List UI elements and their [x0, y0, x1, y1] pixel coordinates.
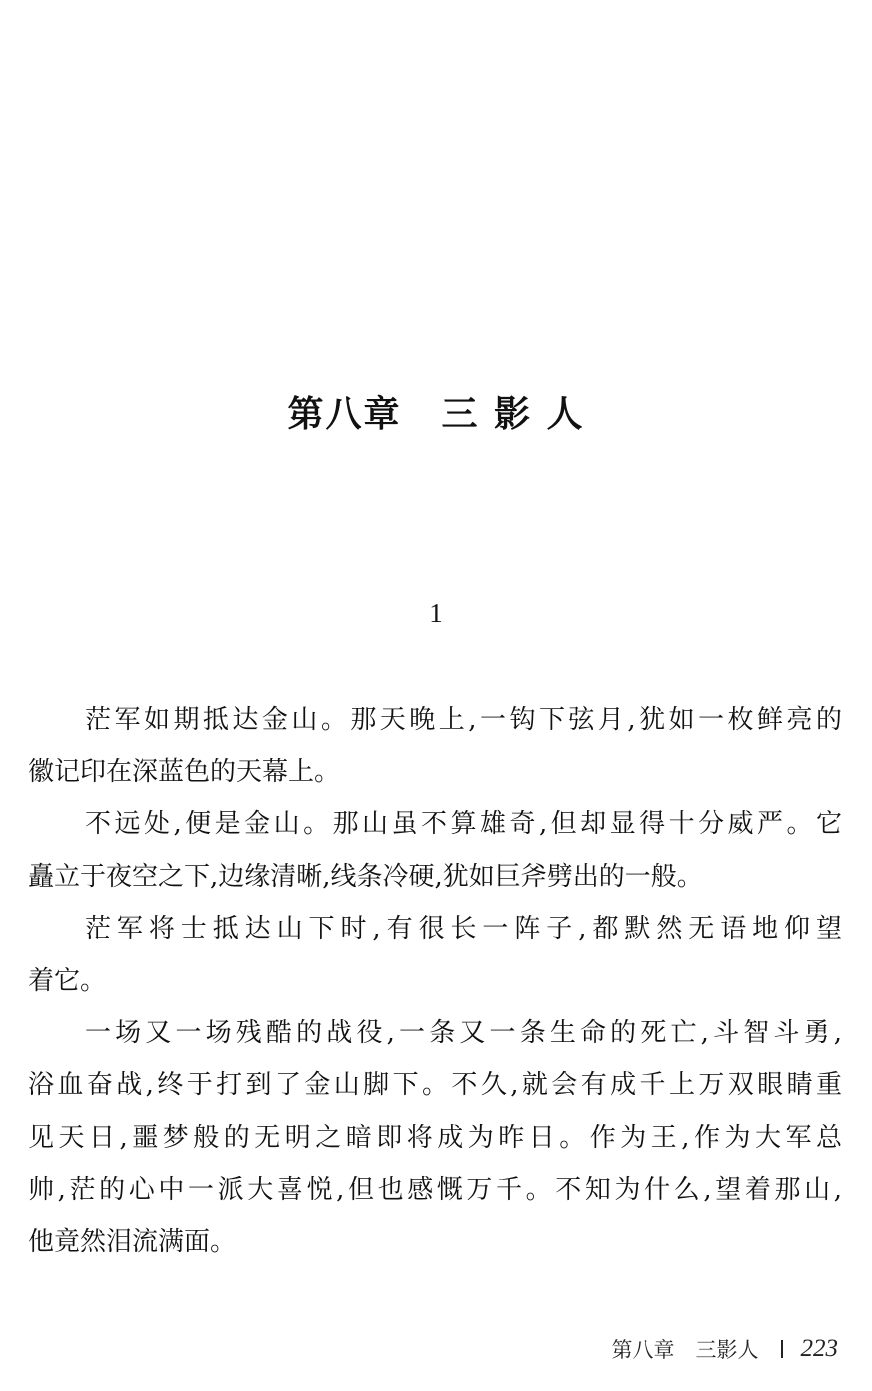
footer-divider — [781, 1340, 783, 1358]
page-footer — [612, 1334, 839, 1364]
chapter-title — [0, 386, 872, 437]
text-line: 见天日,噩梦般的无明之暗即将成为昨日。作为王,作为大军总 — [28, 1122, 842, 1153]
chapter-name: 三 影 人 — [441, 394, 585, 435]
chapter-label: 第八章 — [287, 394, 402, 435]
text-line: 茫军将士抵达山下时,有很长一阵子,都默然无语地仰望 — [85, 913, 842, 944]
text-line: 浴血奋战,终于打到了金山脚下。不久,就会有成千上万双眼睛重 — [28, 1070, 842, 1101]
text-line: 徽记印在深蓝色的天幕上。 — [28, 757, 341, 788]
text-line: 帅,茫的心中一派大喜悦,但也感慨万千。不知为什么,望着那山, — [28, 1174, 842, 1205]
text-line: 着它。 — [28, 965, 107, 996]
text-line: 一场又一场残酷的战役,一条又一条生命的死亡,斗智斗勇, — [85, 1018, 842, 1049]
text-line: 茫军如期抵达金山。那天晚上,一钩下弦月,犹如一枚鲜亮的 — [85, 705, 842, 735]
text-line: 他竟然泪流满面。 — [28, 1226, 237, 1257]
text-line: 矗立于夜空之下,边缘清晰,线条冷硬,犹如巨斧劈出的一般。 — [28, 861, 703, 892]
section-number: 1 — [429, 598, 443, 628]
running-head: 第八章 三影人 — [611, 1338, 759, 1362]
page-number: 223 — [800, 1335, 838, 1362]
text-line: 不远处,便是金山。那山虽不算雄奇,但却显得十分威严。它 — [85, 809, 842, 840]
body-text — [28, 698, 842, 1272]
